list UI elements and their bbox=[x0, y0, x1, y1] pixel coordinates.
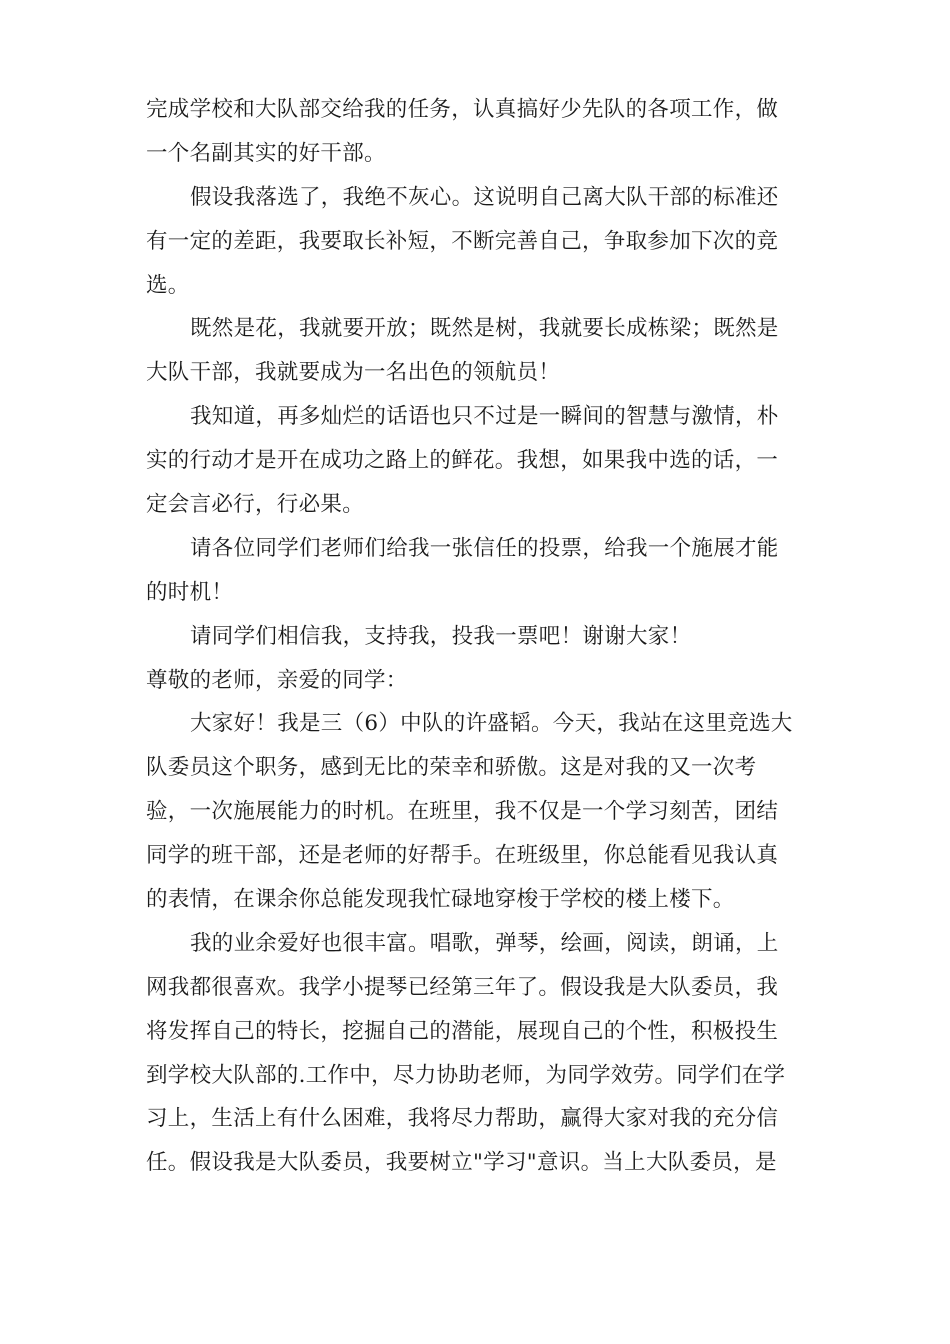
text-line: 大家好！我是三（6）中队的许盛韬。今天，我站在这里竞选大 bbox=[190, 711, 793, 737]
text-line: 任。假设我是大队委员，我要树立"学习"意识。当上大队委员，是 bbox=[146, 1150, 777, 1176]
text-line: 实的行动才是开在成功之路上的鲜花。我想，如果我中选的话，一 bbox=[146, 448, 779, 474]
text-line: 我的业余爱好也很丰富。唱歌，弹琴，绘画，阅读，朗诵，上 bbox=[190, 930, 779, 956]
text-line: 的表情，在课余你总能发现我忙碌地穿梭于学校的楼上楼下。 bbox=[146, 887, 735, 913]
text-line: 请同学们相信我，支持我，投我一票吧！谢谢大家！ bbox=[190, 623, 692, 649]
text-line: 网我都很喜欢。我学小提琴已经第三年了。假设我是大队委员，我 bbox=[146, 974, 779, 1000]
text-line: 定会言必行，行必果。 bbox=[146, 492, 365, 518]
text-line: 请各位同学们老师们给我一张信任的投票，给我一个施展才能 bbox=[190, 535, 779, 561]
text-line: 习上，生活上有什么困难，我将尽力帮助，赢得大家对我的充分信 bbox=[146, 1106, 779, 1132]
document-body bbox=[146, 88, 806, 1185]
text-line: 验，一次施展能力的时机。在班里，我不仅是一个学习刻苦，团结 bbox=[146, 799, 779, 825]
text-line: 大队干部，我就要成为一名出色的领航员！ bbox=[146, 360, 561, 386]
text-line: 同学的班干部，还是老师的好帮手。在班级里，你总能看见我认真 bbox=[146, 843, 779, 869]
text-line: 的时机！ bbox=[146, 579, 234, 605]
text-line: 我知道，再多灿烂的话语也只不过是一瞬间的智慧与激情，朴 bbox=[190, 404, 779, 430]
text-line: 一个名副其实的好干部。 bbox=[146, 140, 386, 166]
text-line: 完成学校和大队部交给我的任务，认真搞好少先队的各项工作，做 bbox=[146, 97, 779, 122]
text-line: 选。 bbox=[146, 272, 190, 298]
text-line: 到学校大队部的.工作中，尽力协助老师，为同学效劳。同学们在学 bbox=[146, 1062, 786, 1088]
text-line: 将发挥自己的特长，挖掘自己的潜能，展现自己的个性，积极投生 bbox=[146, 1018, 779, 1044]
text-line: 假设我落选了，我绝不灰心。这说明自己离大队干部的标准还 bbox=[190, 184, 779, 210]
salutation-line: 尊敬的老师，亲爱的同学： bbox=[146, 667, 408, 693]
text-line: 既然是花，我就要开放；既然是树，我就要长成栋梁；既然是 bbox=[190, 316, 779, 342]
text-line: 队委员这个职务，感到无比的荣幸和骄傲。这是对我的又一次考 bbox=[146, 755, 757, 781]
text-line: 有一定的差距，我要取长补短，不断完善自己，争取参加下次的竞 bbox=[146, 228, 779, 254]
